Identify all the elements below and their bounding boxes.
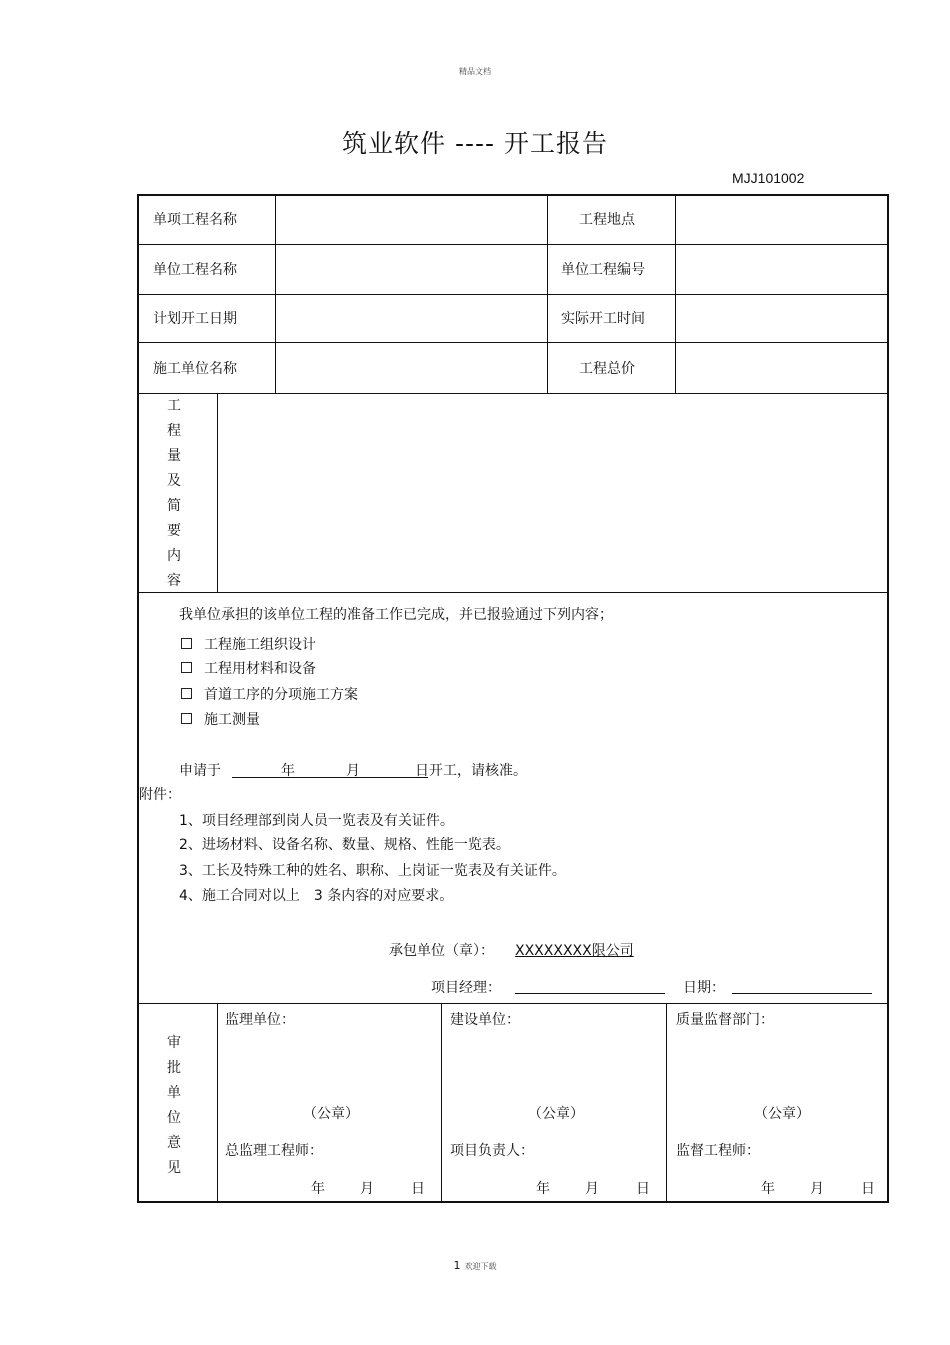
contractor-name-label: 施工单位名称: [153, 361, 237, 377]
approval-label: 审 批 单 位 意 见: [167, 1035, 181, 1176]
row-divider: [139, 244, 889, 245]
quality-supervision-label: 质量监督部门：: [676, 1012, 774, 1028]
summary-label: 工 程 量 及 简 要 内 容: [167, 398, 181, 589]
date-underline: [732, 993, 872, 994]
project-location-label: 工程地点: [579, 212, 635, 228]
month-label: 月: [360, 1181, 374, 1197]
planned-start-date-label: 计划开工日期: [153, 311, 237, 327]
column-divider: [675, 196, 676, 393]
readiness-statement: 我单位承担的该单位工程的准备工作已完成，并已报验通过下列内容；: [179, 607, 613, 623]
column-divider: [217, 1003, 218, 1203]
attachments-label: 附件：: [139, 787, 181, 803]
project-name-label: 单项工程名称: [153, 212, 237, 228]
apply-day-label: 日开工，请核准。: [415, 763, 527, 779]
report-form: [137, 194, 889, 1203]
project-manager-underline: [515, 993, 665, 994]
column-divider: [217, 393, 218, 592]
attachment-item: 1、项目经理部到岗人员一览表及有关证件。: [179, 813, 454, 829]
checklist-item: 首道工序的分项施工方案: [181, 684, 358, 704]
row-divider: [139, 342, 889, 343]
checklist-item: 工程用材料和设备: [181, 658, 316, 678]
month-label: 月: [810, 1181, 824, 1197]
row-divider: [139, 592, 889, 593]
page-number: 1: [453, 1259, 461, 1272]
attachment-item: 3、工长及特殊工种的姓名、职称、上岗证一览表及有关证件。: [179, 863, 566, 879]
document-code: MJJ101002: [732, 170, 805, 186]
supervising-engineer-label: 监督工程师：: [676, 1143, 760, 1159]
apply-year-label: 年: [281, 763, 295, 779]
supervision-seal-label: （公章）: [303, 1106, 359, 1122]
construction-seal-label: （公章）: [528, 1106, 584, 1122]
year-label: 年: [311, 1181, 325, 1197]
year-label: 年: [761, 1181, 775, 1197]
year-label: 年: [536, 1181, 550, 1197]
footer-note: 欢迎下载: [464, 1262, 497, 1271]
checkbox[interactable]: [181, 638, 192, 649]
page-footer: [0, 1259, 950, 1272]
actual-start-time-label: 实际开工时间: [561, 311, 645, 327]
month-label: 月: [585, 1181, 599, 1197]
header-note: 精品文档: [459, 67, 491, 76]
day-label: 日: [861, 1181, 875, 1197]
construction-unit-label: 建设单位：: [450, 1012, 520, 1028]
checkbox[interactable]: [181, 662, 192, 673]
day-label: 日: [411, 1181, 425, 1197]
project-manager-label: 项目经理：: [431, 980, 501, 996]
quality-seal-label: （公章）: [754, 1106, 810, 1122]
checkbox[interactable]: [181, 713, 192, 724]
checklist-item: 工程施工组织设计: [181, 634, 316, 654]
column-divider: [547, 196, 548, 393]
contractor-name: XXXXXXXX限公司: [515, 943, 634, 959]
total-price-label: 工程总价: [579, 361, 635, 377]
page-title: 筑业软件 ---- 开工报告: [342, 129, 608, 158]
unit-project-name-label: 单位工程名称: [153, 262, 237, 278]
row-divider: [139, 294, 889, 295]
column-divider: [275, 196, 276, 393]
checkbox[interactable]: [181, 688, 192, 699]
apply-date-underline: [232, 777, 428, 778]
attachment-item: 4、施工合同对以上 3 条内容的对应要求。: [179, 888, 454, 904]
apply-month-label: 月: [346, 763, 360, 779]
column-divider: [441, 1003, 442, 1203]
apply-prefix: 申请于: [179, 763, 221, 779]
chief-supervisor-label: 总监理工程师：: [225, 1143, 323, 1159]
unit-project-number-label: 单位工程编号: [561, 262, 645, 278]
project-leader-label: 项目负责人：: [450, 1143, 534, 1159]
row-divider: [139, 1003, 889, 1004]
checklist-item: 施工测量: [181, 709, 260, 729]
row-divider: [139, 393, 889, 394]
date-label: 日期：: [683, 980, 725, 996]
column-divider: [666, 1003, 667, 1203]
attachment-item: 2、进场材料、设备名称、数量、规格、性能一览表。: [179, 837, 510, 853]
contractor-seal-label: 承包单位（章）：: [389, 943, 494, 959]
supervision-unit-label: 监理单位：: [225, 1012, 295, 1028]
day-label: 日: [636, 1181, 650, 1197]
